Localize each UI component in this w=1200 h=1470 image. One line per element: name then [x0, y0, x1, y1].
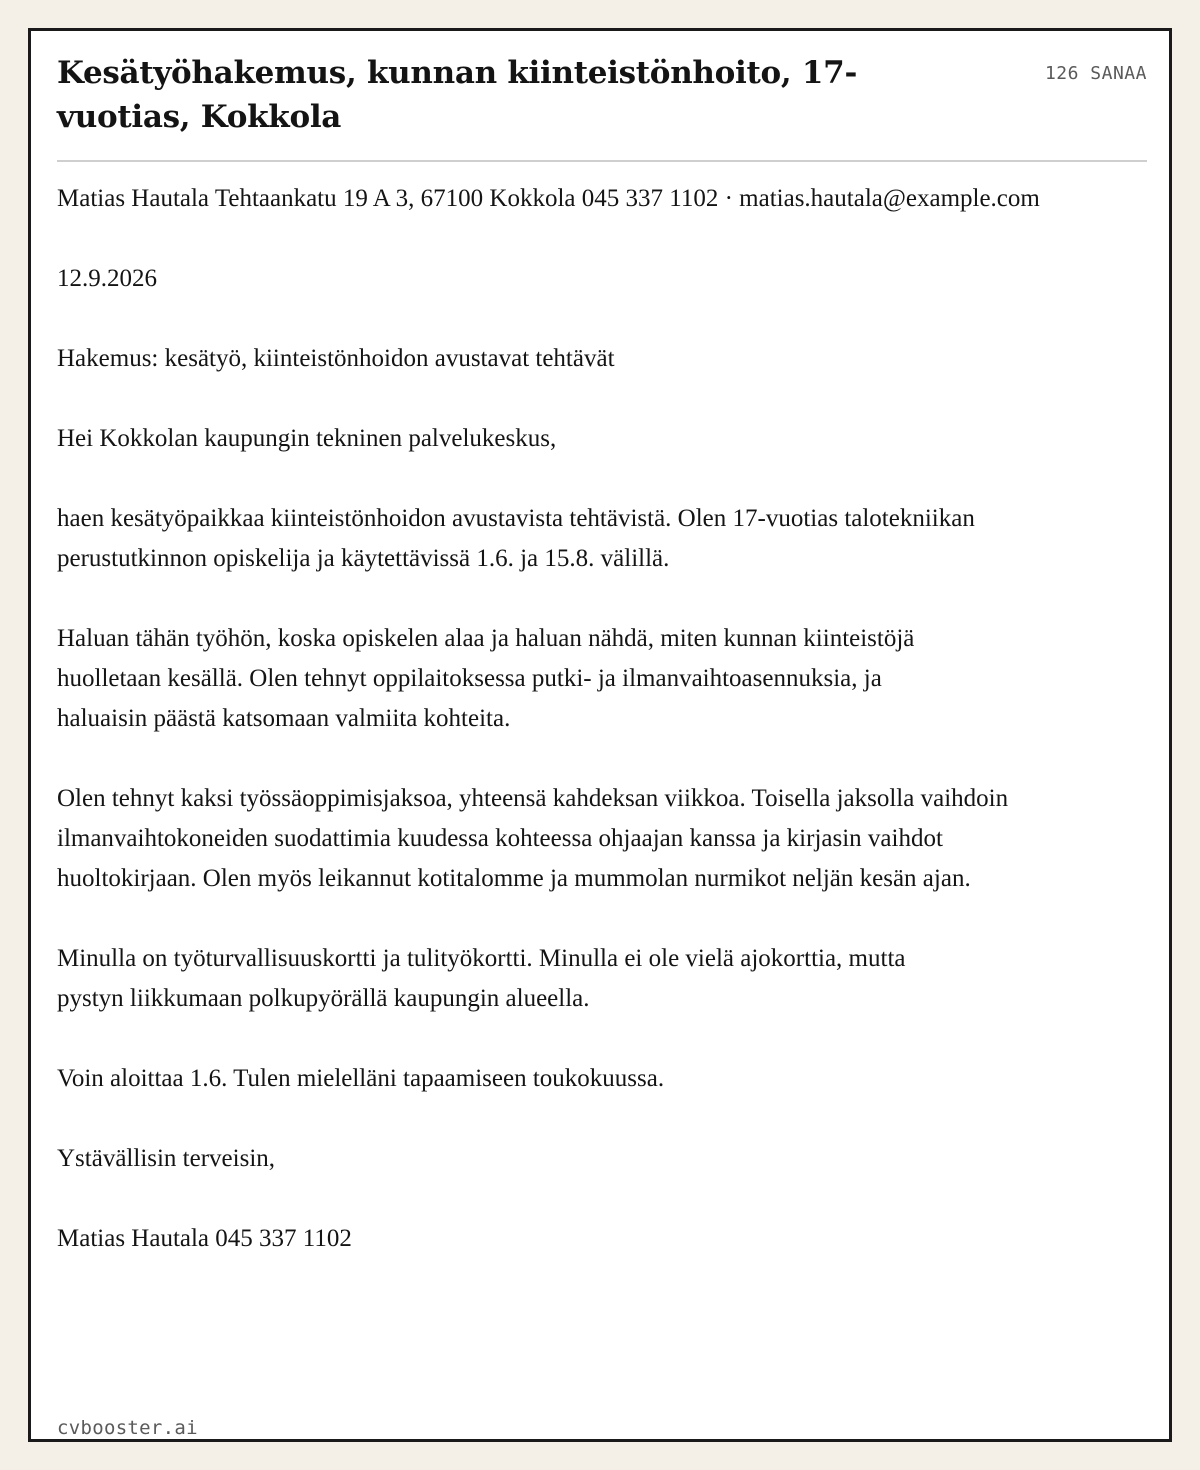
contact-line: Matias Hautala Tehtaankatu 19 A 3, 67100 Kokkola 045 337 1102 · matias.hautala@example.com [57, 185, 1040, 212]
footer-brand: cvbooster.ai [57, 1417, 198, 1439]
word-count-label: 126 SANAA [1044, 63, 1147, 84]
letter-paragraph: Voin aloittaa 1.6. Tulen mielelläni tapaamiseen toukokuussa. [57, 1065, 665, 1092]
header-divider [57, 160, 1147, 162]
document-card [28, 28, 1172, 1442]
letter-body [57, 179, 1057, 1259]
letter-date: 12.9.2026 [57, 265, 157, 292]
letter-greeting: Hei Kokkolan kaupungin tekninen palvelukeskus, [57, 425, 557, 452]
letter-paragraph: Olen tehnyt kaksi työssäoppimisjaksoa, yhteensä kahdeksan viikkoa. Toisella jaksolla vaihdoin ilmanvaihtokoneiden suodattimia kuudessa kohteessa ohjaajan kanssa ja kirjasin vaihdot huoltokirjaan. Olen myös leikannut kotitalomme ja mummolan nurmikot neljän kesän ajan. [57, 785, 1009, 892]
document-title: Kesätyöhakemus, kunnan kiinteistönhoito, 17-vuotias, Kokkola [57, 55, 858, 135]
document-header [57, 51, 1147, 163]
letter-paragraph: Minulla on työturvallisuuskortti ja tulityökortti. Minulla ei ole vielä ajokorttia, mutta pystyn liikkumaan polkupyörällä kaupungin alueella. [57, 945, 906, 1012]
letter-subject: Hakemus: kesätyö, kiinteistönhoidon avustavat tehtävät [57, 345, 615, 372]
letter-paragraph: haen kesätyöpaikkaa kiinteistönhoidon avustavista tehtävistä. Olen 17-vuotias talotekniikan perustutkinnon opiskelija ja käytettävissä 1.6. ja 15.8. välillä. [57, 505, 975, 572]
letter-paragraph: Haluan tähän työhön, koska opiskelen alaa ja haluan nähdä, miten kunnan kiinteistöjä huolletaan kesällä. Olen tehnyt oppilaitoksessa putki- ja ilmanvaihtoasennuksia, ja haluaisin päästä katsomaan valmiita kohteita. [57, 625, 915, 732]
letter-closing: Ystävällisin terveisin, [57, 1145, 276, 1172]
letter-signature: Matias Hautala 045 337 1102 [57, 1225, 352, 1252]
